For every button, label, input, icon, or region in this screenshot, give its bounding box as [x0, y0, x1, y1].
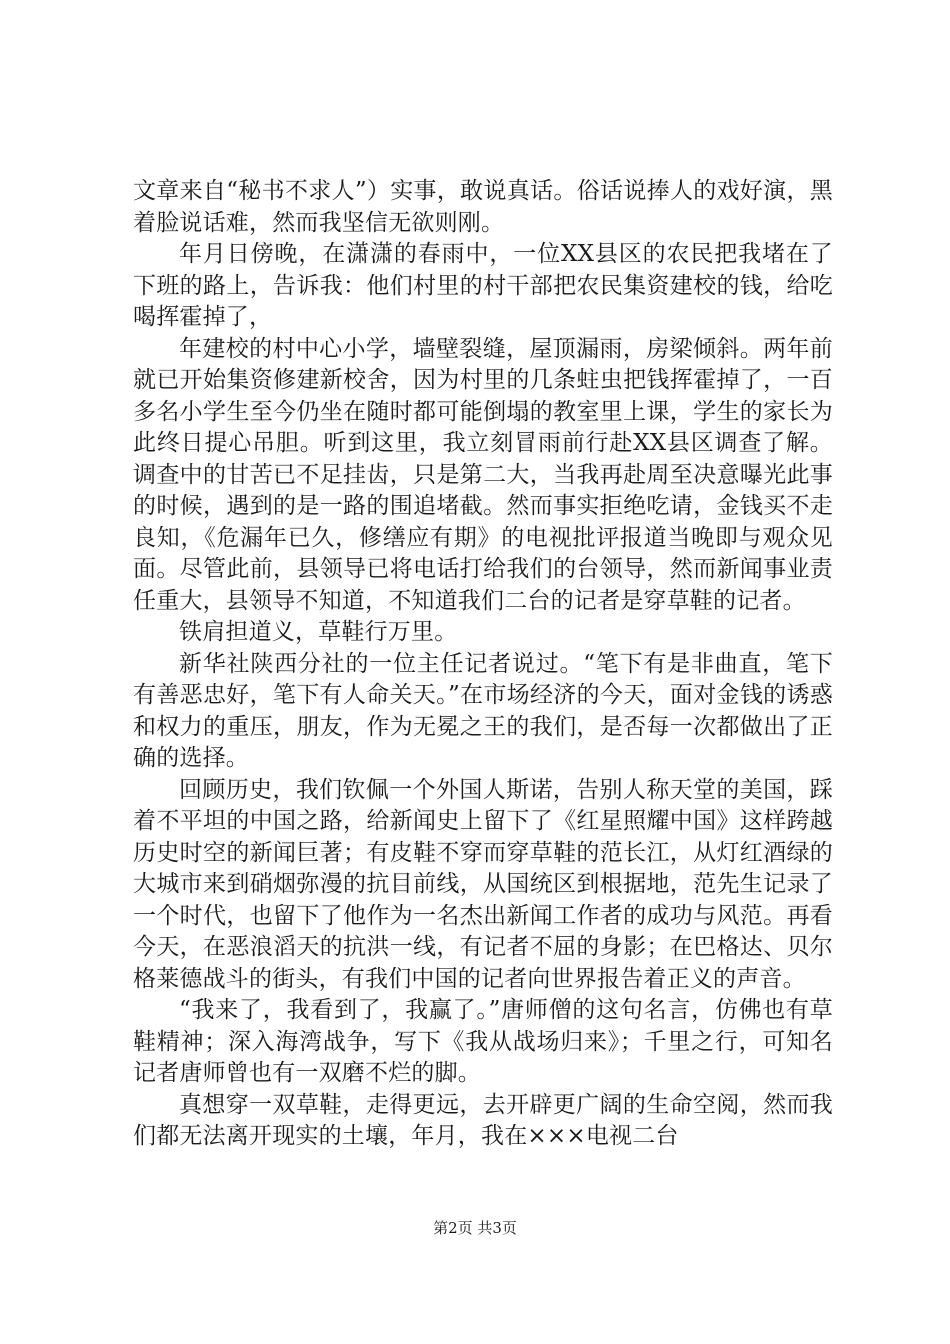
- paragraph-3: 年建校的村中心小学，墙壁裂缝，屋顶漏雨，房梁倾斜。两年前就已开始集资修建新校舍，因为村里的几条蛀虫把钱挥霍掉了，一百多名小学生至今仍坐在随时都可能倒塌的教室里上课，学生的家长为此终日提心吊胆。听到这里，我立刻冒雨前行赴XX县区调查了解。调查中的甘苦已不足挂齿，只是第二大，当我再赴周至决意曝光此事的时候，遇到的是一路的围追堵截。然而事实拒绝吃请，金钱买不走良知，《危漏年已久，修缮应有期》的电视批评报道当晚即与观众见面。尽管此前，县领导已将电话打给我们的台领导，然而新闻事业责任重大，县领导不知道，不知道我们二台的记者是穿草鞋的记者。: [133, 335, 833, 614]
- paragraph-7: “我来了，我看到了，我赢了。”唐师僧的这句名言，仿佛也有草鞋精神；深入海湾战争，写下《我从战场归来》；千里之行，可知名记者唐师曾也有一双磨不烂的脚。: [133, 997, 833, 1086]
- paragraph-8: 真想穿一双草鞋，走得更远，去开辟更广阔的生命空阅，然而我们都无法离开现实的土壤，年月，我在×××电视二台: [133, 1091, 833, 1149]
- document-body: [133, 176, 833, 1153]
- page-footer: 第2页 共3页: [433, 1219, 517, 1237]
- paragraph-2: 年月日傍晚，在潇潇的春雨中，一位XX县区的农民把我堵在了下班的路上，告诉我：他们村里的村干部把农民集资建校的钱，给吃喝挥霍掉了，: [133, 241, 833, 330]
- paragraph-6: 回顾历史，我们钦佩一个外国人斯诺，告别人称天堂的美国，踩着不平坦的中国之路，给新闻史上留下了《红星照耀中国》这样跨越历史时空的新闻巨著；有皮鞋不穿而穿草鞋的范长江，从灯红酒绿的大城市来到硝烟弥漫的抗目前线，从国统区到根据地，范先生记录了一个时代，也留下了他作为一名杰出新闻工作者的成功与风范。再看今天，在恶浪滔天的抗洪一线，有记者不屈的身影；在巴格达、贝尔格莱德战斗的街头，有我们中国的记者向世界报告着正义的声音。: [133, 776, 833, 992]
- paragraph-5: 新华社陕西分社的一位主任记者说过。“笔下有是非曲直，笔下有善恶忠好，笔下有人命关天。”在市场经济的今天，面对金钱的诱惑和权力的重压，朋友，作为无冕之王的我们，是否每一次都做出了正确的选择。: [133, 650, 833, 771]
- paragraph-4: 铁肩担道义，草鞋行万里。: [179, 619, 458, 645]
- paragraph-1: 文章来自“秘书不求人”）实事，敢说真话。俗话说捧人的戏好演，黑着脸说话难，然而我坚信无欲则刚。: [133, 178, 833, 236]
